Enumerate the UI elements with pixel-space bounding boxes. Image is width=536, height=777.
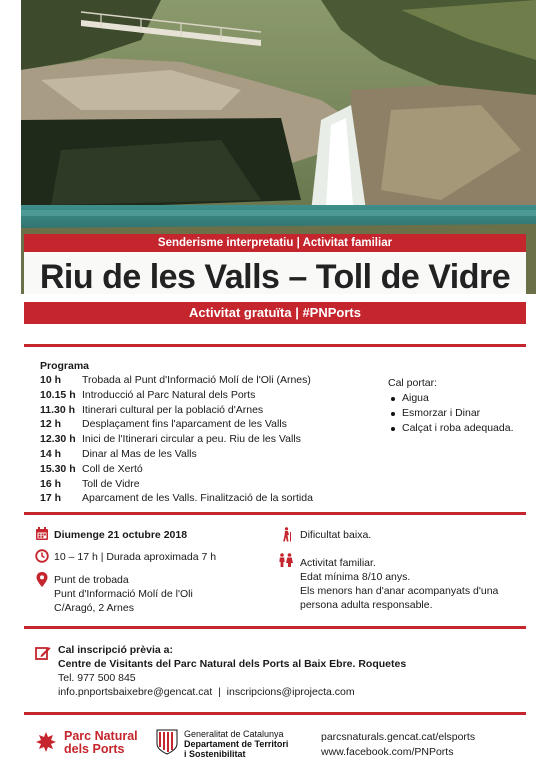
programme-row <box>40 491 380 506</box>
programme-time: 12 h <box>40 418 62 431</box>
activity-hours: 10 – 17 h | Durada aproximada 7 h <box>54 551 217 563</box>
meeting-address: C/Aragó, 2 Arnes <box>54 602 134 614</box>
location-pin-icon <box>36 572 48 587</box>
programme-row <box>40 373 380 388</box>
programme-row <box>40 477 380 492</box>
inscription-center: Centre de Visitants del Parc Natural dels Ports al Baix Ebre. Roquetes <box>58 658 407 670</box>
department-name: Departament de Territori <box>184 739 289 749</box>
programme-text: Dinar al Mas de les Valls <box>82 447 197 460</box>
facebook-link[interactable]: www.facebook.com/PNPorts <box>321 746 454 758</box>
programme-text: Coll de Xertó <box>82 462 143 475</box>
divider-top <box>24 344 526 347</box>
divider-bottom <box>24 712 526 715</box>
family-age: Edat mínima 8/10 anys. <box>300 571 411 583</box>
programme-text: Itinerari cultural per la població d'Arnes <box>82 403 264 416</box>
activity-date: Diumenge 21 octubre 2018 <box>54 529 188 541</box>
divider-lower <box>24 626 526 629</box>
inscription <box>58 643 406 699</box>
activity-type-bar: Senderisme interpretatiu | Activitat familiar <box>24 234 526 252</box>
inscription-emails[interactable]: info.pnportsbaixebre@gencat.cat | inscripcions@iprojecta.com <box>58 686 355 698</box>
programme-text: Desplaçament fins l'aparcament de les Valls <box>82 418 287 431</box>
programme-row <box>40 462 380 477</box>
park-name-line2: dels Ports <box>64 742 125 756</box>
programme-time: 17 h <box>40 492 62 505</box>
bring-item: Aigua <box>388 391 528 406</box>
bring-item: Esmorzar i Dinar <box>388 406 528 421</box>
programme-time: 12.30 h <box>40 433 76 446</box>
park-logo-icon <box>35 731 57 753</box>
meeting-label: Punt de trobada <box>54 574 129 586</box>
clock-icon <box>35 549 49 563</box>
inscription-phone: Tel. 977 500 845 <box>58 672 136 684</box>
programme-row <box>40 403 380 418</box>
department-line1 <box>184 739 288 749</box>
divider-middle <box>24 512 526 515</box>
programme-time: 15.30 h <box>40 462 76 475</box>
hiker-icon <box>280 527 292 542</box>
park-name-line1: Parc Natural <box>64 729 138 743</box>
meeting-place: Punt d'Informació Molí de l'Oli <box>54 588 193 600</box>
calendar-icon <box>35 527 49 541</box>
what-to-bring <box>388 376 528 436</box>
programme <box>40 359 380 506</box>
family-note: Els menors han d'anar acompanyats d'una <box>300 585 499 597</box>
difficulty: Dificultat baixa. <box>300 529 372 541</box>
generalitat-logo-icon <box>156 729 178 755</box>
footer-links <box>321 730 475 760</box>
programme-row <box>40 388 380 403</box>
edit-icon <box>35 645 51 661</box>
family-title: Activitat familiar. <box>300 557 376 569</box>
programme-text: Aparcament de les Valls. Finalització de la sortida <box>82 492 313 505</box>
programme-text: Trobada al Punt d'Informació Molí de l'Oli (Arnes) <box>82 374 311 386</box>
inscription-heading: Cal inscripció prèvia a: <box>58 644 173 656</box>
programme-text: Toll de Vidre <box>82 477 140 490</box>
free-activity-bar: Activitat gratuïta | #PNPorts <box>24 302 526 324</box>
website-link[interactable]: parcsnaturals.gencat.cat/elsports <box>321 731 476 743</box>
bring-item: Calçat i roba adequada. <box>388 421 528 436</box>
programme-time: 11.30 h <box>40 403 76 416</box>
programme-row <box>40 432 380 447</box>
programme-text: Inici de l'Itinerari circular a peu. Riu de les Valls <box>82 433 301 446</box>
generalitat-name: Generalitat de Catalunya <box>184 729 284 739</box>
department-name-cont: i Sostenibilitat <box>184 749 246 759</box>
family-icon <box>278 553 294 567</box>
programme-row <box>40 447 380 462</box>
programme-heading: Programa <box>40 360 90 372</box>
bring-heading: Cal portar: <box>388 377 438 389</box>
programme-time: 10.15 h <box>40 388 76 401</box>
programme-time: 14 h <box>40 447 62 460</box>
title-box <box>24 252 526 302</box>
family-note: persona adulta responsable. <box>300 599 433 611</box>
programme-row <box>40 417 380 432</box>
programme-text: Introducció al Parc Natural dels Ports <box>82 388 256 401</box>
programme-time: 10 h <box>40 374 62 386</box>
programme-time: 16 h <box>40 477 62 490</box>
department-line2 <box>184 749 246 759</box>
page-title: Riu de les Valls – Toll de Vidre <box>39 258 511 296</box>
